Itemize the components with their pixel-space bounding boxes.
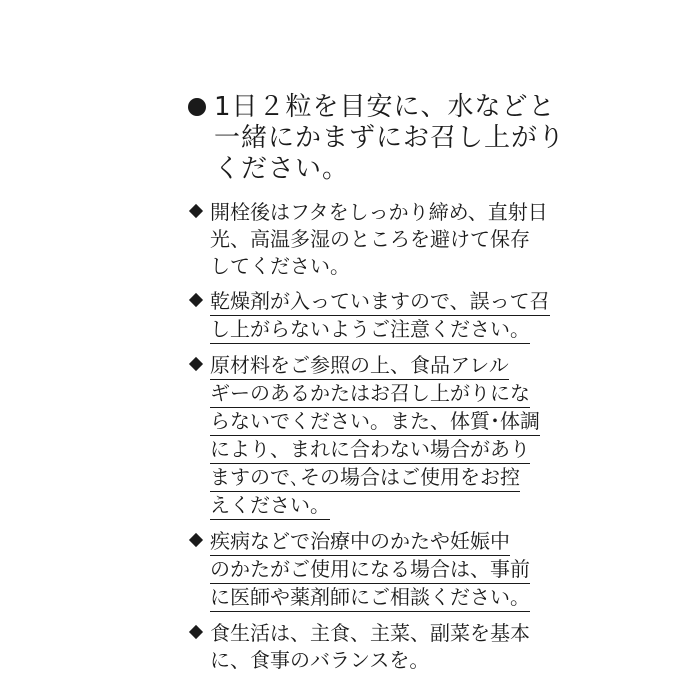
- diamond-bullet-icon: [189, 204, 203, 218]
- caution-line: により、まれに合わない場合があり: [210, 436, 530, 464]
- caution-line: えください。: [210, 492, 330, 520]
- caution-medical: [188, 528, 528, 612]
- caution-line: し上がらないようご注意ください。: [210, 316, 530, 344]
- caution-storage: [188, 199, 548, 280]
- round-bullet-icon: [188, 98, 206, 116]
- caution-line: 乾燥剤が入っていますので、誤って召: [210, 288, 550, 316]
- caution-line: してください。: [210, 254, 350, 278]
- caution-diet: [188, 620, 528, 674]
- caution-line: 光、高温多湿のところを避けて保存: [210, 227, 530, 251]
- caution-line: に医師や薬剤師にご相談ください。: [210, 584, 530, 612]
- caution-allergy: [188, 352, 540, 520]
- usage-line: 1日２粒を目安に、水などと: [214, 92, 556, 122]
- caution-line: 食生活は、主食、主菜、副菜を基本: [210, 621, 530, 645]
- diamond-bullet-icon: [189, 357, 203, 371]
- label-panel: [188, 92, 566, 682]
- caution-line: ますので､その場合はご使用をお控: [210, 464, 520, 492]
- diamond-bullet-icon: [189, 625, 203, 639]
- caution-line: に、食事のバランスを。: [210, 648, 430, 672]
- caution-desiccant: [188, 288, 550, 344]
- caution-line: 原材料をご参照の上、食品アレル: [210, 352, 509, 380]
- diamond-bullet-icon: [189, 533, 203, 547]
- caution-line: らないでください。また、体質･体調: [210, 408, 540, 436]
- caution-line: 開栓後はフタをしっかり締め、直射日: [210, 200, 548, 224]
- usage-line: ください。: [214, 154, 350, 184]
- diamond-bullet-icon: [189, 293, 203, 307]
- usage-instruction: [188, 92, 566, 185]
- usage-line: 一緒にかまずにお召し上がり: [214, 123, 566, 153]
- caution-line: ギーのあるかたはお召し上がりにな: [210, 380, 530, 408]
- caution-line: のかたがご使用になる場合は、事前: [210, 556, 530, 584]
- caution-line: 疾病などで治療中のかたや妊娠中: [210, 528, 510, 556]
